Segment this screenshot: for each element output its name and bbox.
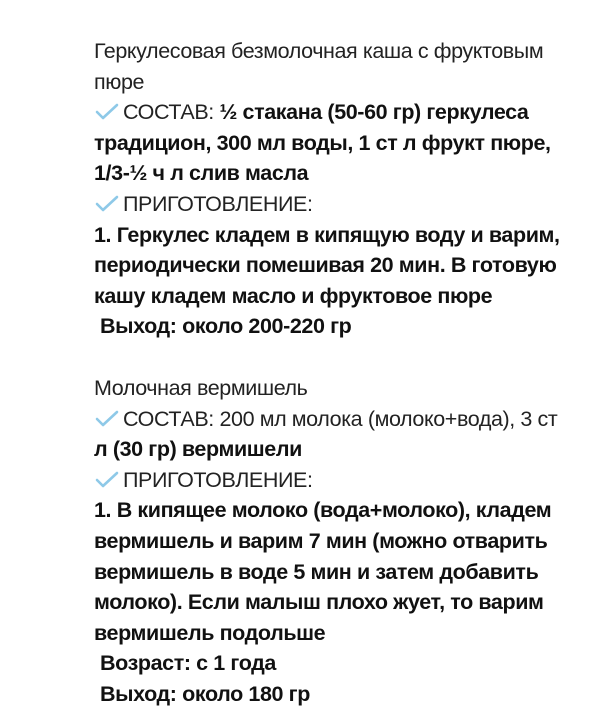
composition-text: традицион, 300 мл воды, 1 ст л фрукт пюре, (94, 130, 551, 155)
composition-line (94, 404, 594, 435)
check-mark-icon (94, 410, 120, 428)
age-text: Возраст: с 1 года (100, 651, 276, 676)
composition-text: 200 мл молока (молоко+вода), 3 ст (219, 406, 558, 431)
composition-label: СОСТАВ: (123, 100, 214, 125)
preparation-text: вермишель подольше (94, 620, 326, 645)
recipe-milk-vermicelli (94, 373, 594, 710)
preparation-text: вермишель в воде 5 мин и затем добавить (94, 559, 539, 584)
preparation-text: 1. Геркулес кладем в кипящую воду и варим, (94, 222, 560, 247)
preparation-text: вермишель и варим 7 мин (можно отварить (94, 528, 548, 553)
recipe-oatmeal (94, 36, 594, 342)
composition-label: СОСТАВ: (123, 406, 214, 431)
preparation-text: 1. В кипящее молоко (вода+молоко), кладем (94, 498, 552, 523)
check-mark-icon (94, 103, 120, 121)
preparation-text: периодически помешивая 20 мин. В готовую (94, 253, 557, 278)
composition-text: л (30 гр) вермишели (94, 437, 302, 462)
composition-text: 1/3-½ ч л слив масла (94, 161, 309, 186)
recipe-title: Молочная вермишель (94, 376, 308, 400)
yield-text: Выход: около 200-220 гр (100, 314, 352, 339)
preparation-header (94, 465, 594, 496)
yield-text: Выход: около 180 гр (100, 681, 310, 706)
preparation-label: ПРИГОТОВЛЕНИЕ: (123, 467, 313, 492)
preparation-text: молоко). Если малыш плохо жует, то варим (94, 590, 544, 615)
recipe-title-continued: пюре (94, 69, 145, 94)
check-mark-icon (94, 195, 120, 213)
preparation-label: ПРИГОТОВЛЕНИЕ: (123, 191, 313, 216)
preparation-text: кашу кладем масло и фруктовое пюре (94, 283, 493, 308)
check-mark-icon (94, 471, 120, 489)
composition-text: ½ стакана (50-60 гр) геркулеса (219, 100, 529, 125)
recipe-title: Геркулесовая безмолочная каша с фруктовым (94, 39, 544, 63)
preparation-header (94, 189, 594, 220)
composition-line (94, 97, 594, 128)
